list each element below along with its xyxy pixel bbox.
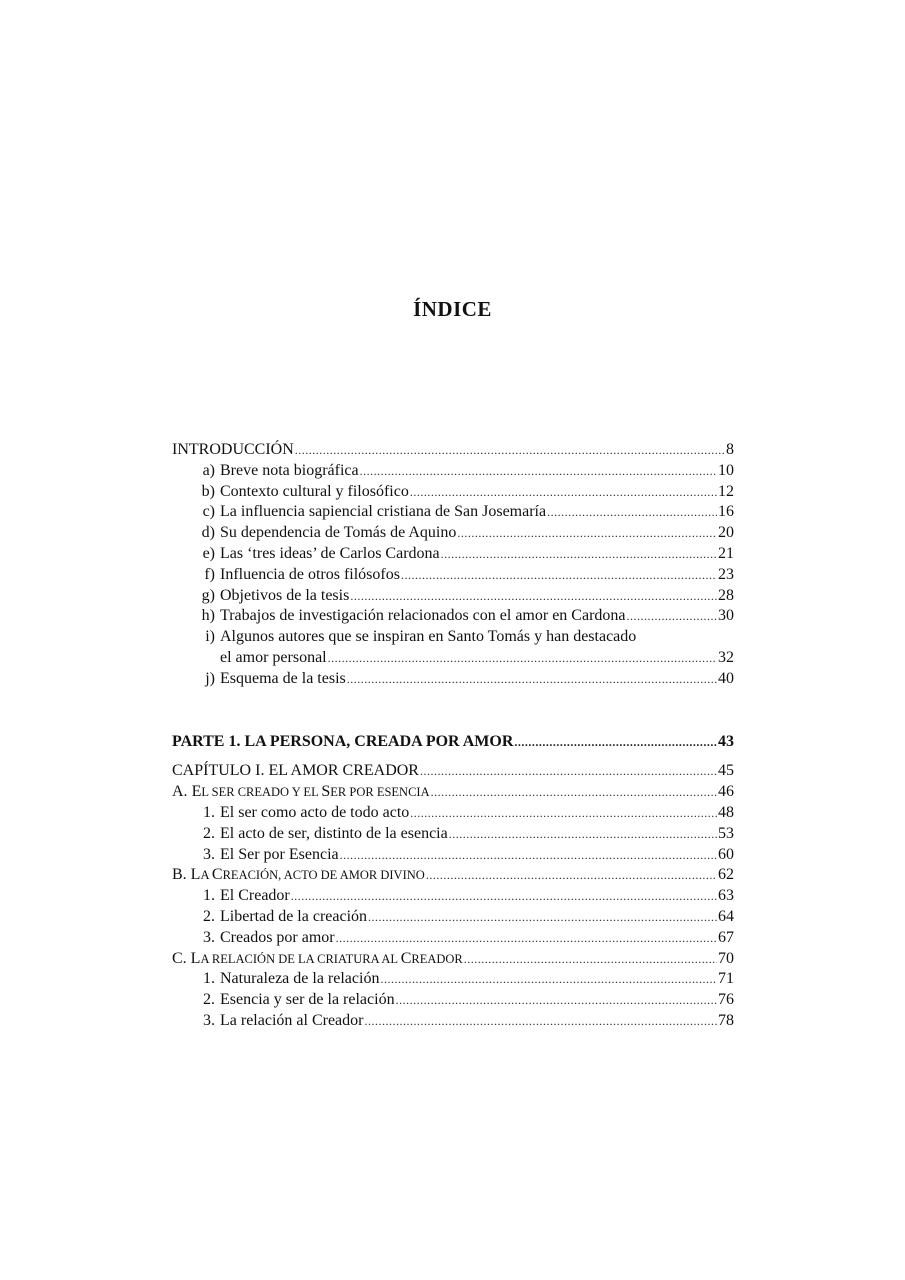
toc-entry-text: Algunos autores que se inspiran en Santo Tomás y han destacado [220, 628, 637, 646]
toc-page-number: 63 [718, 887, 734, 905]
page-title: ÍNDICE [413, 297, 492, 321]
toc-page-number: 45 [718, 762, 734, 780]
toc-entry[interactable] [172, 928, 734, 949]
dot-leader [627, 606, 717, 627]
toc-entry-text: Influencia de otros filósofos [220, 565, 400, 583]
toc-entry[interactable] [172, 1011, 734, 1032]
toc-entry-text: La relación al Creador [220, 1011, 364, 1029]
toc-page-number: 12 [718, 482, 734, 500]
toc-entry-text: Las ‘tres ideas’ de Carlos Cardona [220, 544, 440, 562]
toc-page-number: 16 [718, 503, 734, 521]
toc-page-number: 40 [718, 669, 734, 687]
toc-entry-text: Trabajos de investigación relacionados con el amor en Cardona [220, 607, 626, 625]
toc-entry-section[interactable] [172, 949, 734, 970]
toc-entry-text: El Ser por Esencia [220, 845, 339, 863]
toc-page-number: 43 [718, 732, 734, 750]
dot-leader [396, 990, 717, 1011]
toc-entry[interactable] [172, 627, 734, 648]
table-of-contents [172, 440, 734, 1032]
toc-entry-label: 3. [203, 845, 215, 863]
toc-page-number: 67 [718, 928, 734, 946]
toc-entry-introduction[interactable] [172, 440, 734, 461]
toc-page-number: 46 [718, 783, 734, 801]
toc-entry-text: El ser como acto de todo acto [220, 803, 410, 821]
dot-leader [380, 969, 717, 990]
toc-entry[interactable] [172, 502, 734, 523]
toc-entry-text: Breve nota biográfica [220, 461, 359, 479]
toc-entry-continuation[interactable] [172, 648, 734, 669]
dot-leader [347, 669, 717, 690]
toc-section-label: C. [172, 949, 187, 967]
toc-entry-label: c) [202, 503, 215, 521]
section-spacer [172, 690, 734, 732]
toc-entry-label: 1. [203, 970, 215, 988]
dot-leader [464, 949, 717, 970]
toc-entry-text: EL SER CREADO Y EL SER POR ESENCIA [191, 783, 430, 801]
dot-leader [364, 1011, 717, 1032]
toc-entry[interactable] [172, 461, 734, 482]
toc-entry[interactable] [172, 544, 734, 565]
toc-entry-text: Esencia y ser de la relación [220, 991, 395, 1009]
toc-entry-label: g) [201, 586, 215, 604]
toc-entry[interactable] [172, 990, 734, 1011]
toc-page-number: 32 [718, 648, 734, 666]
toc-entry-label: 2. [203, 991, 215, 1009]
toc-entry-text: El acto de ser, distinto de la esencia [220, 824, 448, 842]
toc-entry-text: CAPÍTULO I. EL AMOR CREADOR [172, 762, 419, 780]
toc-entry-section[interactable] [172, 782, 734, 803]
toc-page-number: 30 [718, 607, 734, 625]
toc-entry-text: Contexto cultural y filosófico [220, 482, 409, 500]
dot-leader [514, 732, 717, 753]
toc-entry-label: 1. [203, 887, 215, 905]
toc-entry[interactable] [172, 565, 734, 586]
toc-entry-chapter[interactable] [172, 761, 734, 782]
dot-leader [426, 865, 717, 886]
toc-entry-label: i) [205, 628, 215, 646]
toc-entry-label: 2. [203, 907, 215, 925]
dot-leader [291, 886, 717, 907]
toc-entry-part[interactable] [172, 732, 734, 753]
toc-entry[interactable] [172, 482, 734, 503]
dot-leader [295, 440, 725, 461]
dot-leader [340, 845, 717, 866]
toc-entry-label: a) [202, 461, 215, 479]
toc-entry-label: b) [201, 482, 215, 500]
toc-page-number: 21 [718, 544, 734, 562]
toc-entry-section[interactable] [172, 865, 734, 886]
toc-page-number: 70 [718, 949, 734, 967]
dot-leader [360, 461, 717, 482]
toc-page-number: 48 [718, 803, 734, 821]
toc-entry[interactable] [172, 886, 734, 907]
toc-entry[interactable] [172, 669, 734, 690]
dot-leader [457, 523, 717, 544]
toc-entry-text: LA CREACIÓN, ACTO DE AMOR DIVINO [190, 866, 425, 884]
toc-entry[interactable] [172, 606, 734, 627]
dot-leader [336, 928, 717, 949]
toc-entry-text: Esquema de la tesis [220, 669, 346, 687]
toc-entry[interactable] [172, 845, 734, 866]
toc-page-number: 20 [718, 524, 734, 542]
toc-entry-label: 2. [203, 824, 215, 842]
dot-leader [420, 761, 717, 782]
toc-entry-text: LA RELACIÓN DE LA CRIATURA AL CREADOR [190, 949, 463, 967]
toc-entry[interactable] [172, 907, 734, 928]
section-spacer [172, 752, 734, 761]
dot-leader [547, 502, 717, 523]
dot-leader [441, 544, 717, 565]
toc-entry[interactable] [172, 969, 734, 990]
toc-page-number: 8 [726, 441, 734, 458]
toc-entry-text: La influencia sapiencial cristiana de San Josemaría [220, 503, 547, 521]
dot-leader [410, 803, 717, 824]
dot-leader [350, 586, 717, 607]
toc-page-number: 28 [718, 586, 734, 604]
toc-section-label: B. [172, 866, 187, 884]
toc-entry[interactable] [172, 824, 734, 845]
toc-entry-text: Objetivos de la tesis [220, 586, 350, 604]
toc-page-number: 53 [718, 824, 734, 842]
toc-entry-text: Naturaleza de la relación [220, 970, 380, 988]
toc-entry-text: Su dependencia de Tomás de Aquino [220, 524, 457, 542]
toc-entry-text: El Creador [220, 887, 290, 905]
toc-entry-label: f) [204, 565, 215, 583]
toc-entry-label: 3. [203, 928, 215, 946]
toc-entry[interactable] [172, 523, 734, 544]
toc-page-number: 23 [718, 565, 734, 583]
dot-leader [328, 648, 717, 669]
toc-page-number: 60 [718, 845, 734, 863]
toc-page-number: 62 [718, 866, 734, 884]
toc-entry-text: INTRODUCCIÓN [172, 441, 294, 458]
toc-page-number: 64 [718, 907, 734, 925]
toc-page-number: 76 [718, 991, 734, 1009]
toc-page-number: 10 [718, 461, 734, 479]
toc-entry-label: e) [202, 544, 215, 562]
toc-entry-label: 3. [203, 1011, 215, 1029]
toc-entry-text: PARTE 1. LA PERSONA, CREADA POR AMOR [172, 732, 514, 750]
toc-entry-label: j) [205, 669, 215, 687]
dot-leader [410, 482, 717, 503]
toc-entry-label: h) [201, 607, 215, 625]
dot-leader [368, 907, 717, 928]
toc-entry[interactable] [172, 586, 734, 607]
dot-leader [401, 565, 717, 586]
toc-entry-text: Libertad de la creación [220, 907, 368, 925]
toc-entry-text: Creados por amor [220, 928, 335, 946]
toc-entry[interactable] [172, 803, 734, 824]
dot-leader [431, 782, 717, 803]
toc-page-number: 71 [718, 970, 734, 988]
toc-entry-label: d) [201, 524, 215, 542]
toc-page-number: 78 [718, 1011, 734, 1029]
dot-leader [449, 824, 717, 845]
toc-entry-text: el amor personal [220, 648, 327, 666]
toc-entry-label: 1. [203, 803, 215, 821]
toc-section-label: A. [172, 783, 188, 801]
